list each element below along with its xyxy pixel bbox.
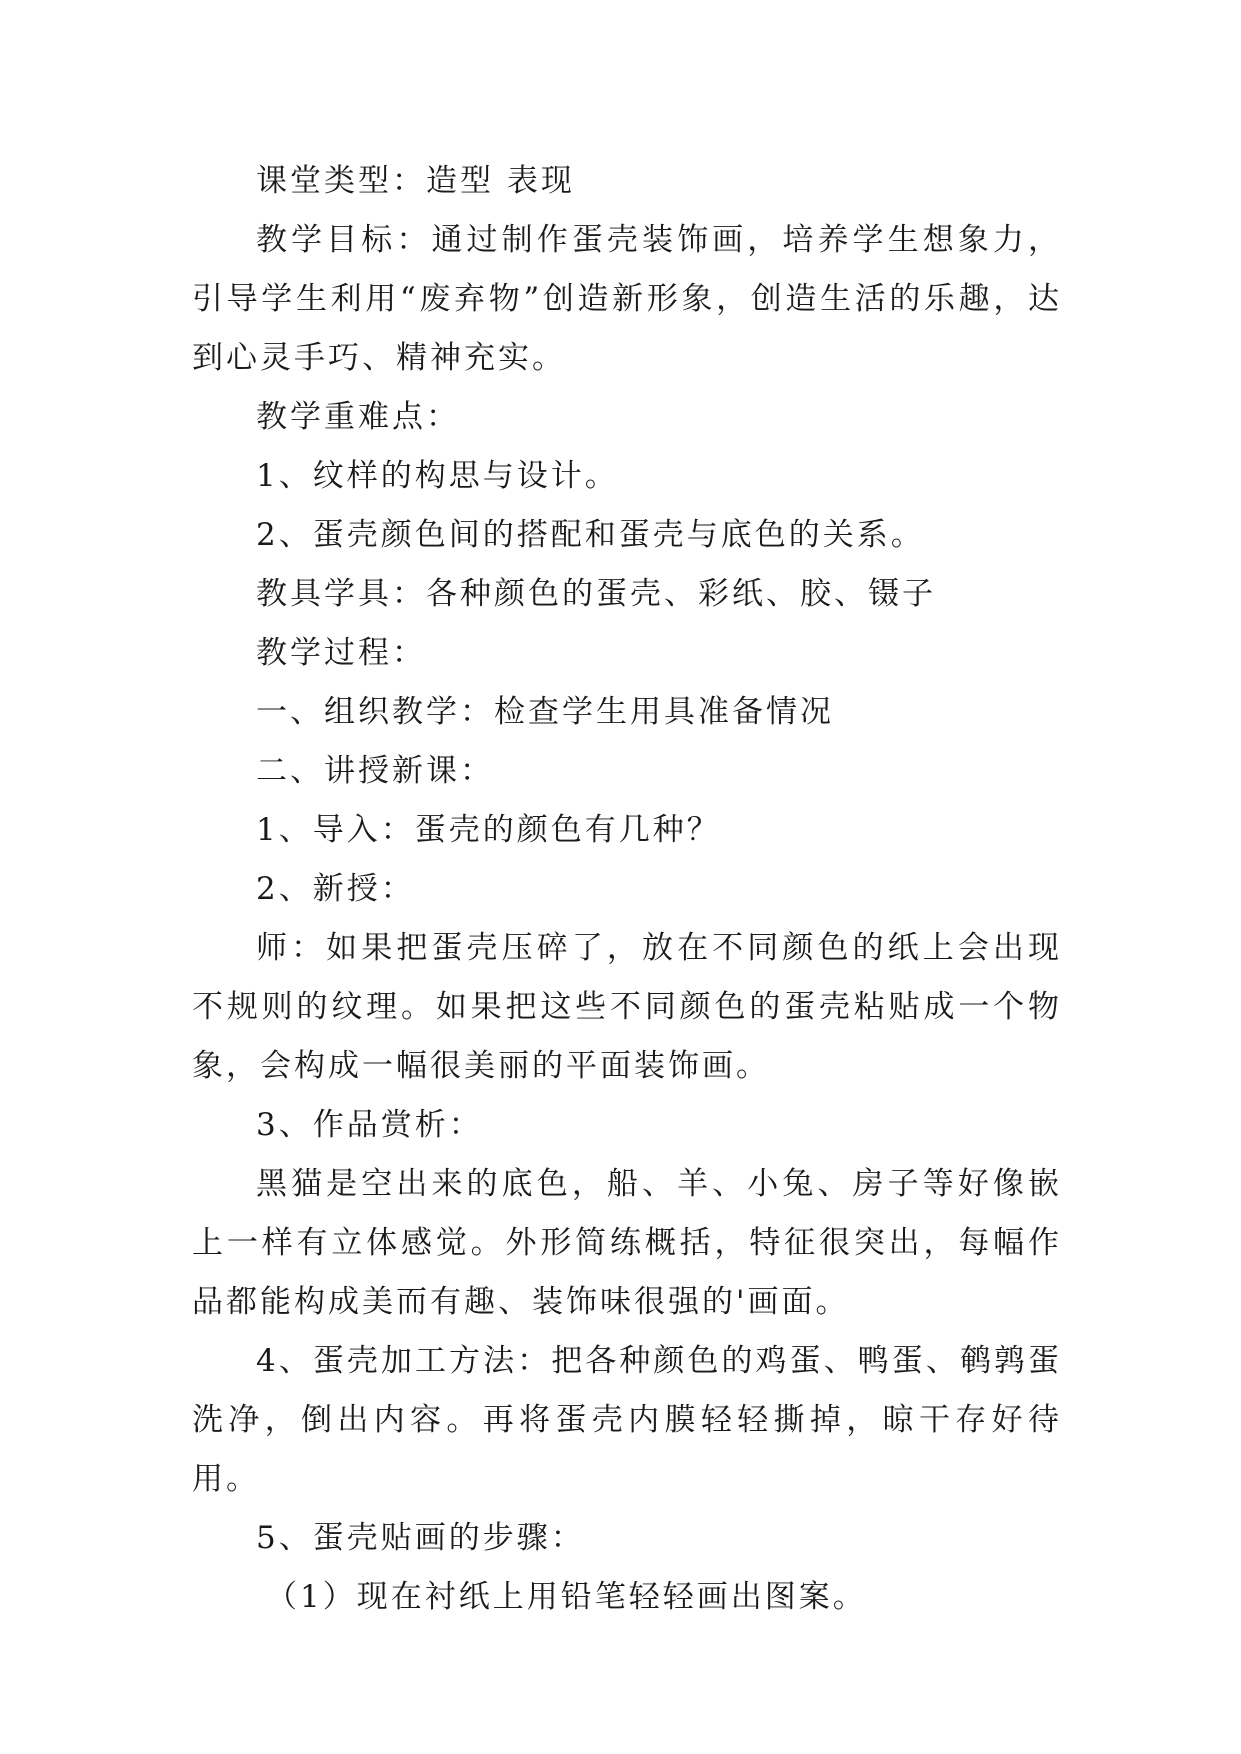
paragraph-steps-heading: 5、蛋壳贴画的步骤： <box>256 1520 585 1556</box>
paragraph-processing-method: 4、蛋壳加工方法：把各种颜色的鸡蛋、鸭蛋、鹌鹑蛋洗净，倒出内容。再将蛋壳内膜轻轻撕掉，晾干存好待用。 <box>192 1343 1062 1497</box>
paragraph-new-lesson: 2、新授： <box>256 871 415 907</box>
paragraph-lesson-type: 课堂类型：造型 表现 <box>256 163 575 199</box>
paragraph-teacher-speech: 师：如果把蛋壳压碎了，放在不同颜色的纸上会出现不规则的纹理。如果把这些不同颜色的蛋壳粘贴成一个物象，会构成一幅很美丽的平面装饰画。 <box>192 930 1062 1084</box>
paragraph-appreciation-heading: 3、作品赏析： <box>256 1107 483 1143</box>
paragraph-key-point-1: 1、纹样的构思与设计。 <box>256 458 619 494</box>
paragraph-step-detail-1: （1）现在衬纸上用铅笔轻轻画出图案。 <box>266 1579 867 1615</box>
paragraph-step-two: 二、讲授新课： <box>256 753 494 789</box>
paragraph-key-points-heading: 教学重难点： <box>256 399 460 435</box>
paragraph-process-heading: 教学过程： <box>256 635 426 671</box>
paragraph-teaching-goal: 教学目标：通过制作蛋壳装饰画，培养学生想象力，引导学生利用“废弃物”创造新形象，创造生活的乐趣，达到心灵手巧、精神充实。 <box>192 222 1062 376</box>
paragraph-teaching-tools: 教具学具：各种颜色的蛋壳、彩纸、胶、镊子 <box>256 576 936 612</box>
document-body <box>192 152 1062 1627</box>
paragraph-key-point-2: 2、蛋壳颜色间的搭配和蛋壳与底色的关系。 <box>256 517 925 553</box>
paragraph-intro: 1、导入：蛋壳的颜色有几种？ <box>256 812 721 848</box>
paragraph-appreciation: 黑猫是空出来的底色，船、羊、小兔、房子等好像嵌上一样有立体感觉。外形简练概括，特征很突出，每幅作品都能构成美而有趣、装饰味很强的'画面。 <box>192 1166 1062 1320</box>
paragraph-step-one: 一、组织教学：检查学生用具准备情况 <box>256 694 834 730</box>
